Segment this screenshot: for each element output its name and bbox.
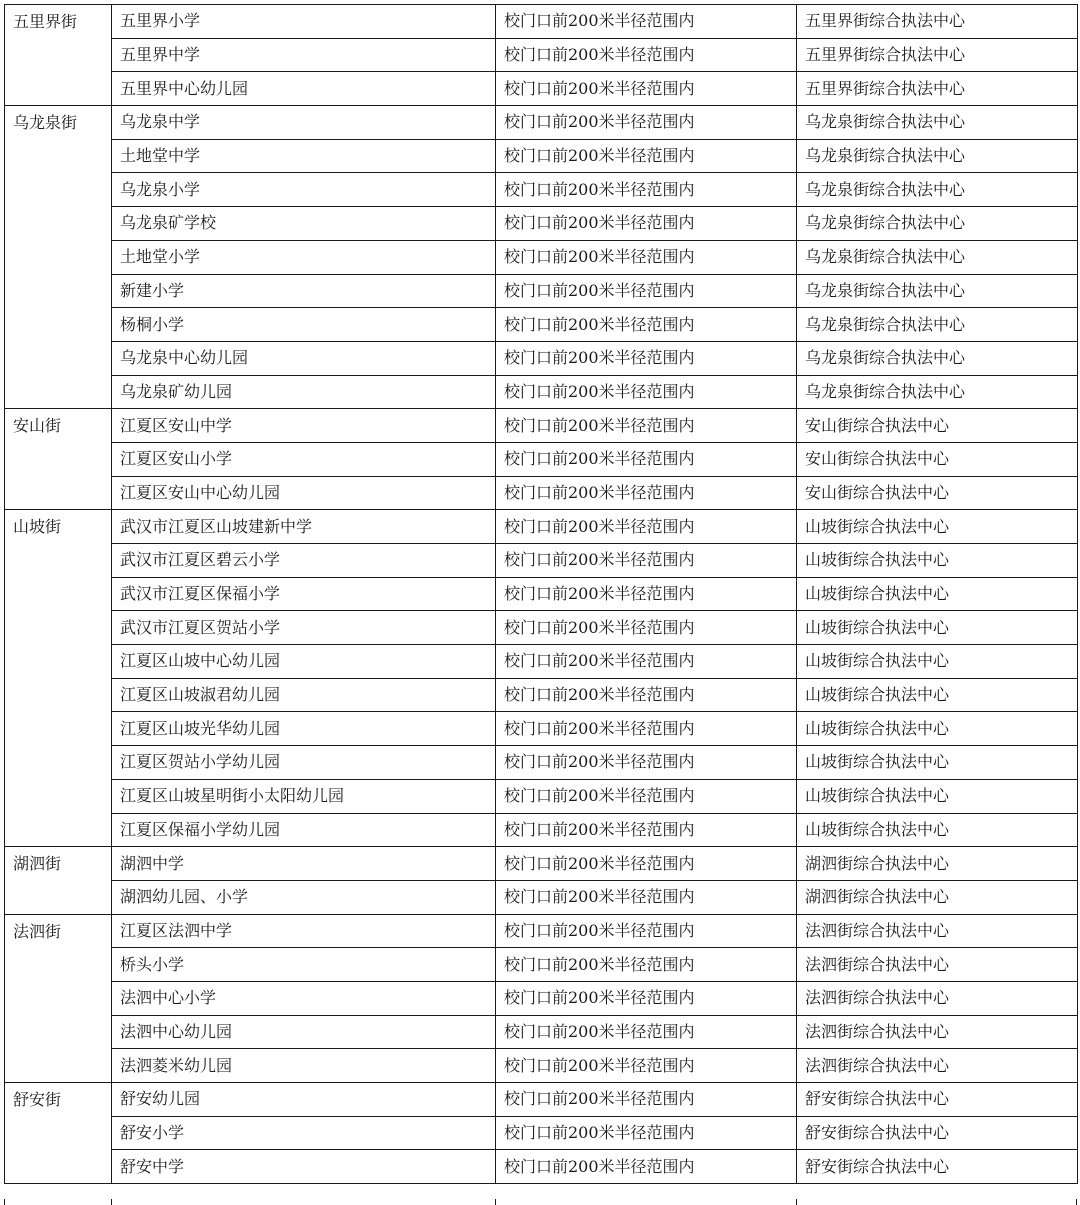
agency-cell: 乌龙泉街综合执法中心 <box>797 341 1078 375</box>
school-name-cell: 江夏区山坡中心幼儿园 <box>112 645 496 679</box>
scope-cell: 校门口前200米半径范围内 <box>496 645 797 679</box>
scope-cell: 校门口前200米半径范围内 <box>496 106 797 140</box>
table-row <box>5 880 1078 914</box>
table-row <box>5 5 1078 39</box>
table-row <box>5 948 1078 982</box>
agency-cell: 山坡街综合执法中心 <box>797 779 1078 813</box>
scope-cell: 校门口前200米半径范围内 <box>496 308 797 342</box>
street-cell: 五里界街 <box>5 5 112 106</box>
agency-cell: 山坡街综合执法中心 <box>797 611 1078 645</box>
school-name-cell: 武汉市江夏区碧云小学 <box>112 544 496 578</box>
table-row <box>5 1150 1078 1184</box>
table-row <box>5 173 1078 207</box>
table-row <box>5 139 1078 173</box>
agency-cell: 山坡街综合执法中心 <box>797 678 1078 712</box>
school-name-cell: 湖泗中学 <box>112 847 496 881</box>
school-name-cell: 乌龙泉矿幼儿园 <box>112 375 496 409</box>
scope-cell: 校门口前200米半径范围内 <box>496 813 797 847</box>
table-row <box>5 611 1078 645</box>
agency-cell: 乌龙泉街综合执法中心 <box>797 240 1078 274</box>
table-row <box>5 712 1078 746</box>
school-name-cell: 江夏区保福小学幼儿园 <box>112 813 496 847</box>
school-name-cell: 乌龙泉矿学校 <box>112 207 496 241</box>
scope-cell: 校门口前200米半径范围内 <box>496 274 797 308</box>
scope-cell: 校门口前200米半径范围内 <box>496 240 797 274</box>
school-name-cell: 五里界中心幼儿园 <box>112 72 496 106</box>
agency-cell: 舒安街综合执法中心 <box>797 1150 1078 1184</box>
agency-cell: 安山街综合执法中心 <box>797 476 1078 510</box>
agency-cell: 舒安街综合执法中心 <box>797 1116 1078 1150</box>
school-name-cell: 江夏区安山中学 <box>112 409 496 443</box>
school-name-cell: 江夏区贺站小学幼儿园 <box>112 746 496 780</box>
agency-cell: 乌龙泉街综合执法中心 <box>797 173 1078 207</box>
school-name-cell: 江夏区山坡光华幼儿园 <box>112 712 496 746</box>
scope-cell: 校门口前200米半径范围内 <box>496 880 797 914</box>
table-row <box>5 510 1078 544</box>
agency-cell: 法泗街综合执法中心 <box>797 948 1078 982</box>
table-row <box>5 106 1078 140</box>
scope-cell: 校门口前200米半径范围内 <box>496 948 797 982</box>
continuation-stub-col1 <box>4 1199 5 1205</box>
continuation-stub-col4 <box>796 1199 797 1205</box>
scope-cell: 校门口前200米半径范围内 <box>496 409 797 443</box>
scope-cell: 校门口前200米半径范围内 <box>496 981 797 1015</box>
scope-cell: 校门口前200米半径范围内 <box>496 139 797 173</box>
street-cell: 法泗街 <box>5 914 112 1082</box>
school-name-cell: 江夏区法泗中学 <box>112 914 496 948</box>
scope-cell: 校门口前200米半径范围内 <box>496 1083 797 1117</box>
school-name-cell: 武汉市江夏区山坡建新中学 <box>112 510 496 544</box>
agency-cell: 乌龙泉街综合执法中心 <box>797 106 1078 140</box>
continuation-stub-col5 <box>1076 1199 1077 1205</box>
school-name-cell: 五里界中学 <box>112 38 496 72</box>
scope-cell: 校门口前200米半径范围内 <box>496 611 797 645</box>
school-name-cell: 江夏区安山小学 <box>112 442 496 476</box>
agency-cell: 湖泗街综合执法中心 <box>797 847 1078 881</box>
scope-cell: 校门口前200米半径范围内 <box>496 746 797 780</box>
school-name-cell: 五里界小学 <box>112 5 496 39</box>
scope-cell: 校门口前200米半径范围内 <box>496 914 797 948</box>
agency-cell: 山坡街综合执法中心 <box>797 712 1078 746</box>
scope-cell: 校门口前200米半径范围内 <box>496 5 797 39</box>
school-name-cell: 湖泗幼儿园、小学 <box>112 880 496 914</box>
table-row <box>5 207 1078 241</box>
table-row <box>5 476 1078 510</box>
scope-cell: 校门口前200米半径范围内 <box>496 678 797 712</box>
school-name-cell: 杨桐小学 <box>112 308 496 342</box>
agency-cell: 山坡街综合执法中心 <box>797 510 1078 544</box>
scope-cell: 校门口前200米半径范围内 <box>496 476 797 510</box>
street-cell: 山坡街 <box>5 510 112 847</box>
scope-cell: 校门口前200米半径范围内 <box>496 442 797 476</box>
page-top-edge <box>0 0 1080 4</box>
street-cell: 乌龙泉街 <box>5 106 112 409</box>
scope-cell: 校门口前200米半径范围内 <box>496 341 797 375</box>
street-cell: 安山街 <box>5 409 112 510</box>
scope-cell: 校门口前200米半径范围内 <box>496 577 797 611</box>
agency-cell: 舒安街综合执法中心 <box>797 1083 1078 1117</box>
agency-cell: 山坡街综合执法中心 <box>797 813 1078 847</box>
table-row <box>5 72 1078 106</box>
scope-cell: 校门口前200米半径范围内 <box>496 1150 797 1184</box>
agency-cell: 乌龙泉街综合执法中心 <box>797 375 1078 409</box>
scope-cell: 校门口前200米半径范围内 <box>496 72 797 106</box>
table-row <box>5 240 1078 274</box>
agency-cell: 法泗街综合执法中心 <box>797 1049 1078 1083</box>
scope-cell: 校门口前200米半径范围内 <box>496 207 797 241</box>
school-name-cell: 舒安中学 <box>112 1150 496 1184</box>
agency-cell: 法泗街综合执法中心 <box>797 981 1078 1015</box>
scope-cell: 校门口前200米半径范围内 <box>496 779 797 813</box>
school-name-cell: 法泗中心小学 <box>112 981 496 1015</box>
school-name-cell: 桥头小学 <box>112 948 496 982</box>
agency-cell: 山坡街综合执法中心 <box>797 577 1078 611</box>
table-row <box>5 1083 1078 1117</box>
school-name-cell: 舒安幼儿园 <box>112 1083 496 1117</box>
table-row <box>5 375 1078 409</box>
school-name-cell: 武汉市江夏区保福小学 <box>112 577 496 611</box>
agency-cell: 乌龙泉街综合执法中心 <box>797 139 1078 173</box>
school-name-cell: 法泗中心幼儿园 <box>112 1015 496 1049</box>
school-name-cell: 江夏区山坡淑君幼儿园 <box>112 678 496 712</box>
table-row <box>5 678 1078 712</box>
continuation-stub-col2 <box>111 1199 112 1205</box>
school-name-cell: 乌龙泉中心幼儿园 <box>112 341 496 375</box>
scope-cell: 校门口前200米半径范围内 <box>496 1049 797 1083</box>
street-cell: 湖泗街 <box>5 847 112 914</box>
table-row <box>5 442 1078 476</box>
agency-cell: 五里界街综合执法中心 <box>797 38 1078 72</box>
scope-cell: 校门口前200米半径范围内 <box>496 510 797 544</box>
agency-cell: 安山街综合执法中心 <box>797 442 1078 476</box>
table-row <box>5 274 1078 308</box>
school-name-cell: 武汉市江夏区贺站小学 <box>112 611 496 645</box>
table-row <box>5 1049 1078 1083</box>
school-name-cell: 江夏区安山中心幼儿园 <box>112 476 496 510</box>
school-name-cell: 新建小学 <box>112 274 496 308</box>
agency-cell: 湖泗街综合执法中心 <box>797 880 1078 914</box>
agency-cell: 山坡街综合执法中心 <box>797 544 1078 578</box>
school-zone-table <box>4 4 1078 1184</box>
table-row <box>5 544 1078 578</box>
school-name-cell: 土地堂小学 <box>112 240 496 274</box>
table-row <box>5 38 1078 72</box>
scope-cell: 校门口前200米半径范围内 <box>496 375 797 409</box>
table-row <box>5 1015 1078 1049</box>
agency-cell: 五里界街综合执法中心 <box>797 5 1078 39</box>
agency-cell: 山坡街综合执法中心 <box>797 645 1078 679</box>
agency-cell: 法泗街综合执法中心 <box>797 914 1078 948</box>
agency-cell: 乌龙泉街综合执法中心 <box>797 308 1078 342</box>
school-name-cell: 江夏区山坡星明街小太阳幼儿园 <box>112 779 496 813</box>
school-name-cell: 乌龙泉小学 <box>112 173 496 207</box>
scope-cell: 校门口前200米半径范围内 <box>496 1015 797 1049</box>
school-name-cell: 乌龙泉中学 <box>112 106 496 140</box>
agency-cell: 法泗街综合执法中心 <box>797 1015 1078 1049</box>
agency-cell: 乌龙泉街综合执法中心 <box>797 207 1078 241</box>
scope-cell: 校门口前200米半径范围内 <box>496 847 797 881</box>
table-row <box>5 341 1078 375</box>
table-row <box>5 645 1078 679</box>
scope-cell: 校门口前200米半径范围内 <box>496 544 797 578</box>
table-row <box>5 1116 1078 1150</box>
street-cell: 舒安街 <box>5 1083 112 1184</box>
table-row <box>5 308 1078 342</box>
table-row <box>5 409 1078 443</box>
table-body <box>5 5 1078 1184</box>
table-row <box>5 746 1078 780</box>
table-row <box>5 847 1078 881</box>
continuation-stub-col3 <box>495 1199 496 1205</box>
agency-cell: 山坡街综合执法中心 <box>797 746 1078 780</box>
scope-cell: 校门口前200米半径范围内 <box>496 38 797 72</box>
table-row <box>5 813 1078 847</box>
scope-cell: 校门口前200米半径范围内 <box>496 712 797 746</box>
school-name-cell: 法泗菱米幼儿园 <box>112 1049 496 1083</box>
scope-cell: 校门口前200米半径范围内 <box>496 173 797 207</box>
table-row <box>5 779 1078 813</box>
table-row <box>5 577 1078 611</box>
scope-cell: 校门口前200米半径范围内 <box>496 1116 797 1150</box>
school-name-cell: 土地堂中学 <box>112 139 496 173</box>
table-row <box>5 914 1078 948</box>
agency-cell: 乌龙泉街综合执法中心 <box>797 274 1078 308</box>
school-name-cell: 舒安小学 <box>112 1116 496 1150</box>
agency-cell: 安山街综合执法中心 <box>797 409 1078 443</box>
table-row <box>5 981 1078 1015</box>
agency-cell: 五里界街综合执法中心 <box>797 72 1078 106</box>
